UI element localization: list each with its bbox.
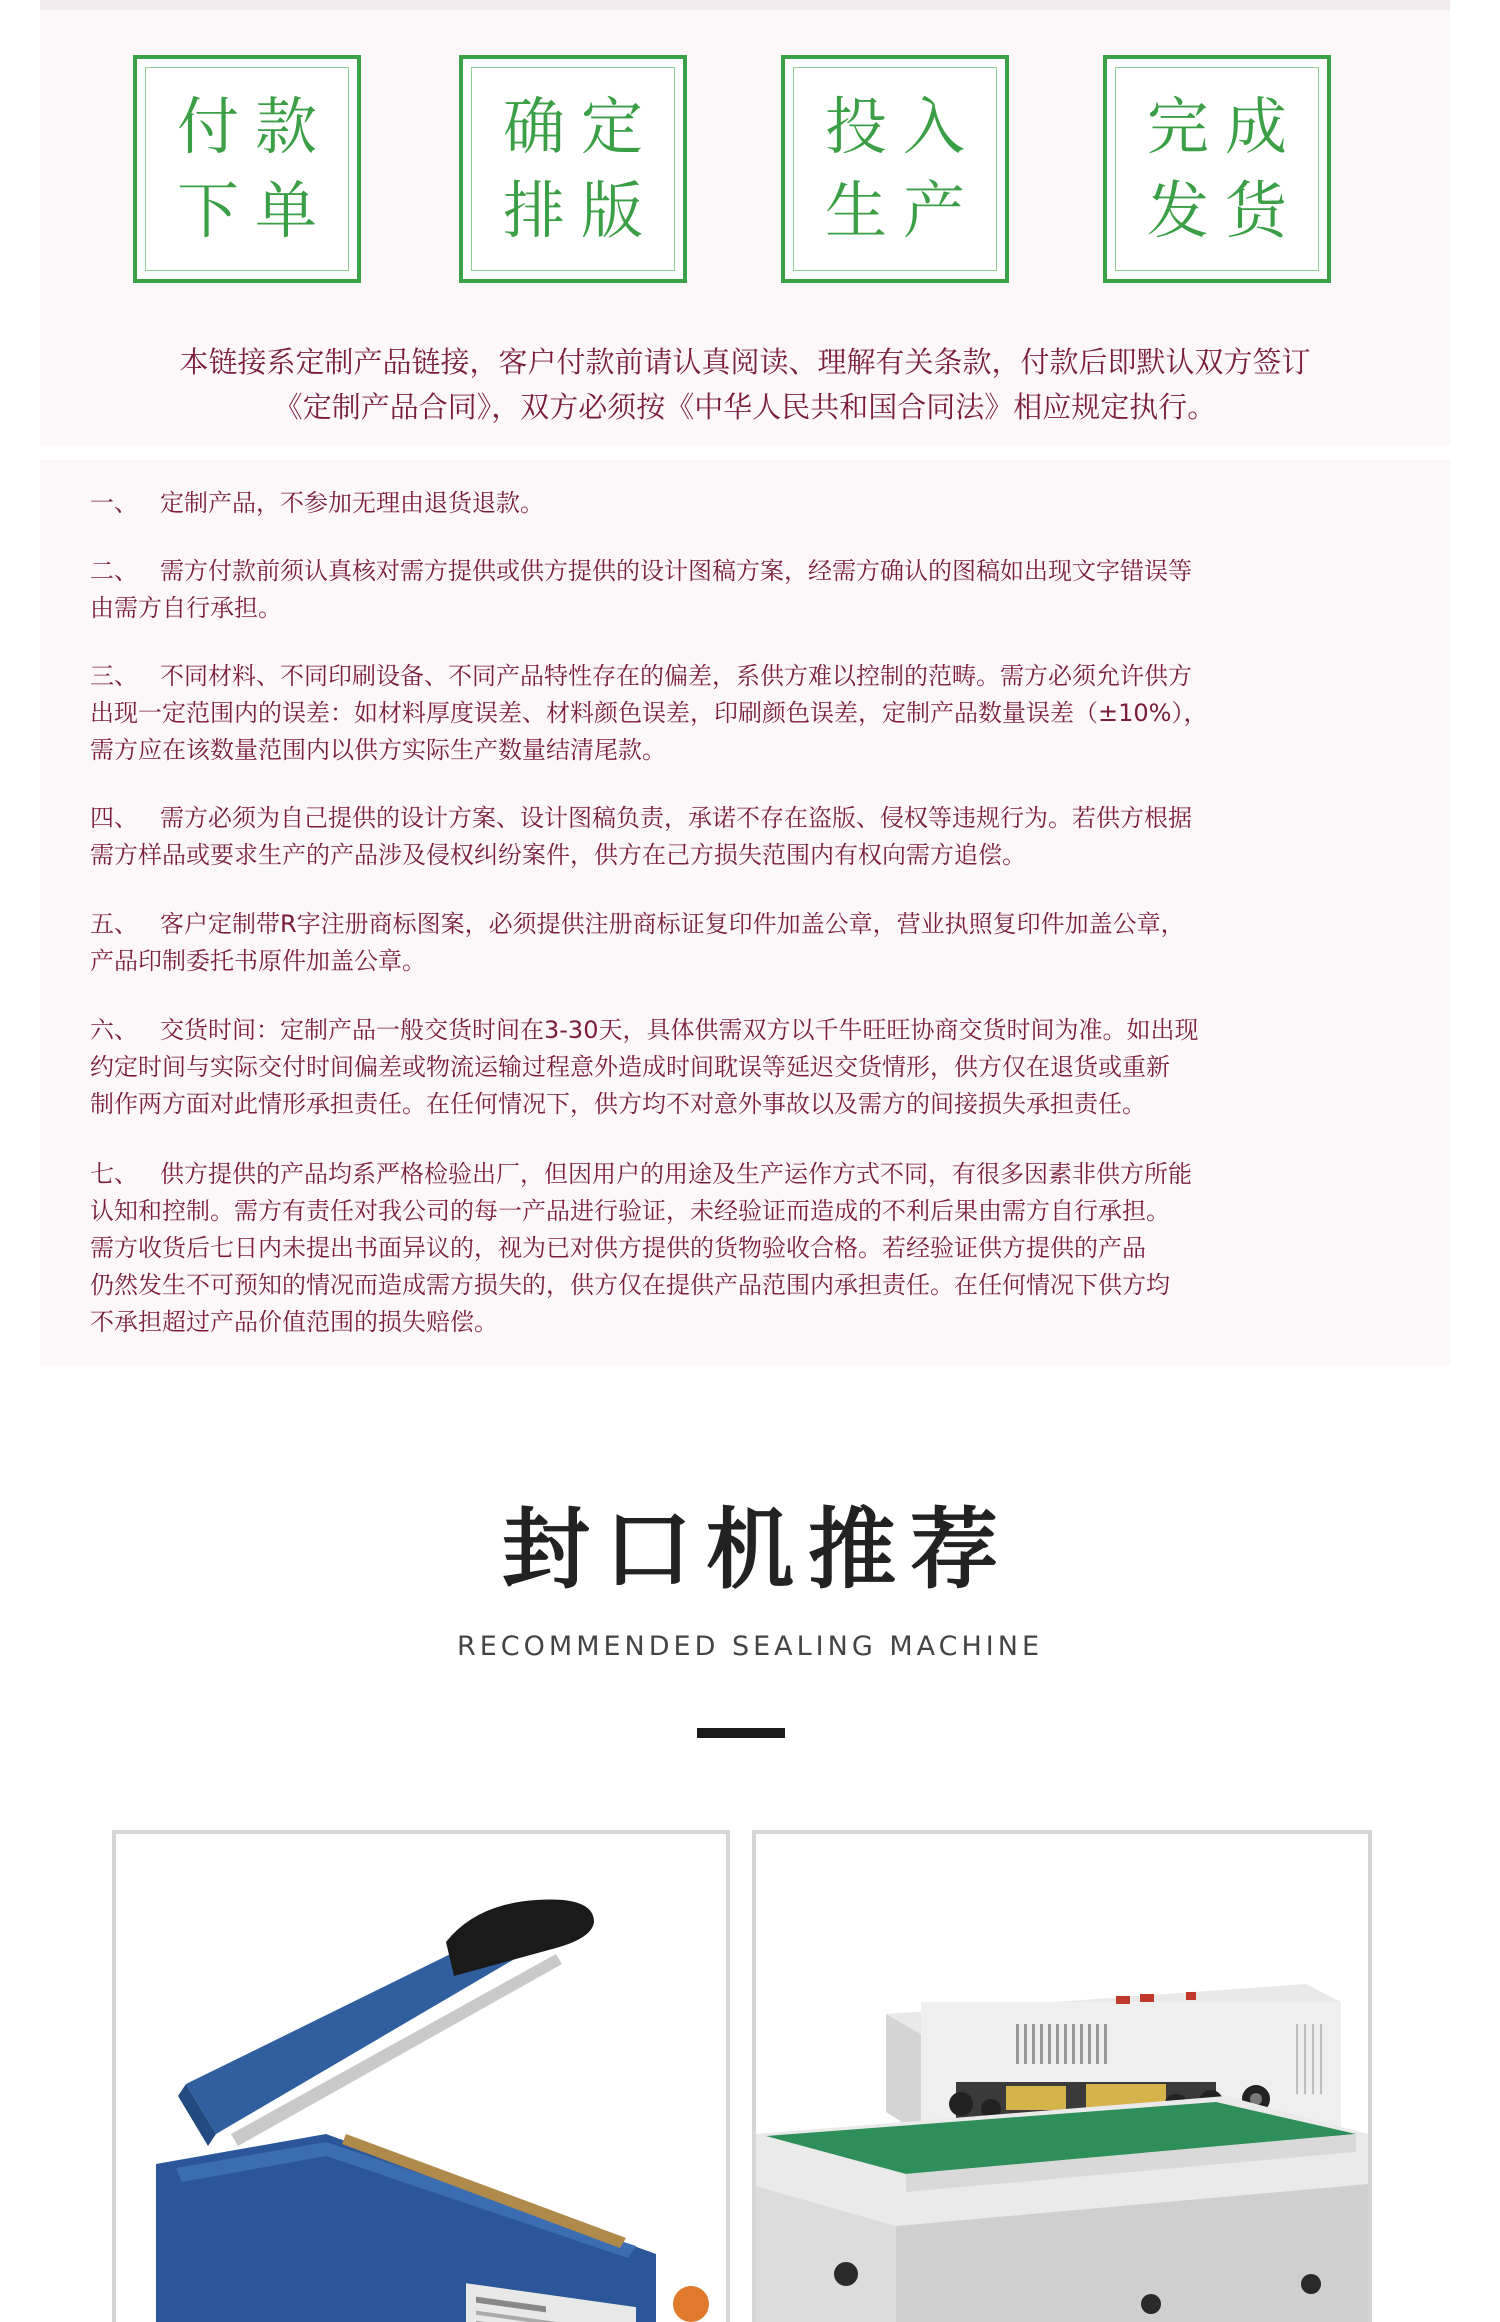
term-line: 认知和控制。需方有责任对我公司的每一产品进行验证，未经验证而造成的不利后果由需方自行承担。 bbox=[90, 1197, 1170, 1225]
notice-line-2: 《定制产品合同》，双方必须按《中华人民共和国合同法》相应规定执行。 bbox=[273, 390, 1217, 424]
term-line: 仍然发生不可预知的情况而造成需方损失的，供方仅在提供产品范围内承担责任。在任何情况下供方均 bbox=[90, 1271, 1170, 1299]
term-number: 七、 bbox=[90, 1160, 138, 1188]
step-line-2: 下单 bbox=[176, 174, 333, 247]
term-line bbox=[90, 800, 1420, 837]
step-line-1: 确定 bbox=[502, 90, 659, 163]
notice-line-1: 本链接系定制产品链接，客户付款前请认真阅读、理解有关条款，付款后即默认双方签订 bbox=[179, 345, 1311, 379]
term-number: 二、 bbox=[90, 557, 138, 585]
step-inner-frame bbox=[793, 67, 997, 271]
term-item bbox=[90, 1156, 1420, 1341]
step-production bbox=[781, 55, 1009, 283]
term-number: 一、 bbox=[90, 489, 138, 517]
term-text: 供方提供的产品均系严格检验出厂，但因用户的用途及生产运作方式不同，有很多因素非供方所能 bbox=[160, 1160, 1192, 1188]
term-text: 不同材料、不同印刷设备、不同产品特性存在的偏差，系供方难以控制的范畴。需方必须允许供方 bbox=[160, 662, 1192, 690]
section-subtitle: RECOMMENDED SEALING MACHINE bbox=[456, 1631, 1044, 1662]
term-line: 出现一定范围内的误差：如材料厚度误差、材料颜色误差，印刷颜色误差，定制产品数量误差（±10%）， bbox=[90, 699, 1208, 727]
step-shipping bbox=[1103, 55, 1331, 283]
term-item bbox=[90, 1012, 1420, 1123]
step-line-2: 生产 bbox=[824, 174, 981, 247]
term-number: 三、 bbox=[90, 662, 138, 690]
term-text: 客户定制带R字注册商标图案，必须提供注册商标证复印件加盖公章，营业执照复印件加盖公章， bbox=[160, 910, 1185, 938]
term-line: 制作两方面对此情形承担责任。在任何情况下，供方均不对意外事故以及需方的间接损失承担责任。 bbox=[90, 1090, 1146, 1118]
term-line: 需方样品或要求生产的产品涉及侵权纠纷案件，供方在己方损失范围内有权向需方追偿。 bbox=[90, 841, 1026, 869]
term-line bbox=[90, 1156, 1420, 1193]
term-line: 由需方自行承担。 bbox=[90, 594, 282, 622]
step-inner-frame bbox=[145, 67, 349, 271]
term-line bbox=[90, 906, 1420, 943]
step-line-2: 发货 bbox=[1146, 174, 1303, 247]
term-number: 六、 bbox=[90, 1016, 138, 1044]
term-item bbox=[90, 485, 1420, 522]
top-band bbox=[40, 0, 1450, 10]
term-text: 需方必须为自己提供的设计方案、设计图稿负责，承诺不存在盗版、侵权等违规行为。若供方根据 bbox=[160, 804, 1192, 832]
term-number: 五、 bbox=[90, 910, 138, 938]
term-number: 四、 bbox=[90, 804, 138, 832]
process-steps-panel bbox=[40, 0, 1450, 445]
term-line: 不承担超过产品价值范围的损失赔偿。 bbox=[90, 1308, 498, 1336]
continuous-band-sealer-image bbox=[756, 1834, 1368, 2322]
term-line bbox=[90, 485, 1420, 522]
step-confirm-layout bbox=[459, 55, 687, 283]
term-line bbox=[90, 1012, 1420, 1049]
product-card-hand-sealer[interactable] bbox=[112, 1830, 730, 2322]
term-item bbox=[90, 906, 1420, 980]
terms-panel bbox=[40, 460, 1450, 1365]
step-inner-frame bbox=[471, 67, 675, 271]
title-underline-bar bbox=[697, 1728, 785, 1738]
term-line: 产品印制委托书原件加盖公章。 bbox=[90, 947, 426, 975]
hand-impulse-sealer-image bbox=[116, 1834, 726, 2322]
term-line bbox=[90, 658, 1420, 695]
step-line-1: 投入 bbox=[824, 90, 981, 163]
term-line bbox=[90, 553, 1420, 590]
term-item bbox=[90, 553, 1420, 627]
step-line-1: 完成 bbox=[1146, 90, 1303, 163]
step-inner-frame bbox=[1115, 67, 1319, 271]
term-item bbox=[90, 658, 1420, 769]
term-item bbox=[90, 800, 1420, 874]
step-pay-order bbox=[133, 55, 361, 283]
term-text: 交货时间：定制产品一般交货时间在3-30天，具体供需双方以千牛旺旺协商交货时间为准。如出现 bbox=[160, 1016, 1199, 1044]
term-line: 约定时间与实际交付时间偏差或物流运输过程意外造成时间耽误等延迟交货情形，供方仅在退货或重新 bbox=[90, 1053, 1170, 1081]
section-title: 封口机推荐 bbox=[501, 1498, 1012, 1601]
step-line-1: 付款 bbox=[176, 90, 333, 163]
term-line: 需方应在该数量范围内以供方实际生产数量结清尾款。 bbox=[90, 736, 666, 764]
step-line-2: 排版 bbox=[502, 174, 659, 247]
product-card-band-sealer[interactable] bbox=[752, 1830, 1372, 2322]
term-text: 定制产品，不参加无理由退货退款。 bbox=[160, 489, 544, 517]
term-text: 需方付款前须认真核对需方提供或供方提供的设计图稿方案，经需方确认的图稿如出现文字错误等 bbox=[160, 557, 1192, 585]
term-line: 需方收货后七日内未提出书面异议的，视为已对供方提供的货物验收合格。若经验证供方提供的产品 bbox=[90, 1234, 1146, 1262]
